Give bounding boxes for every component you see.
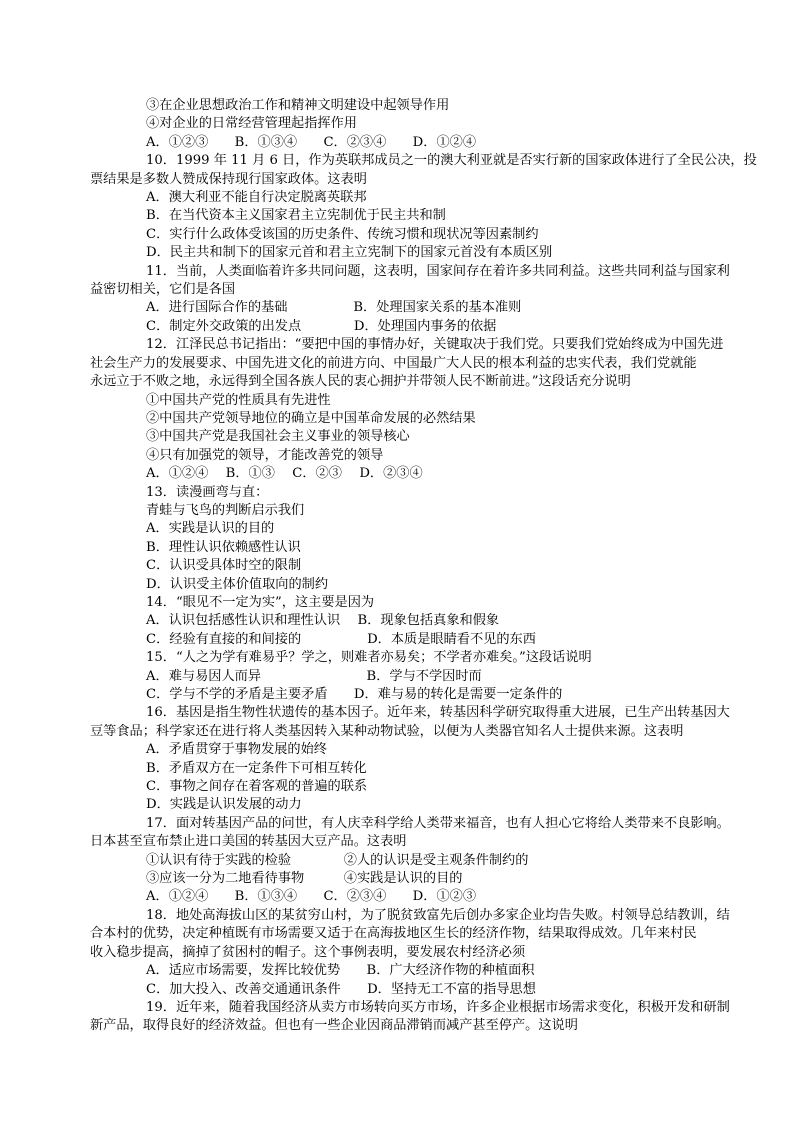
text-line: 永远立于不败之地，永远得到全国各族人民的衷心拥护并带领人民不断前进。”这段话充分说明	[90, 374, 631, 390]
text-line: 合本村的优势，决定种植既有市场需要又适于在高海拔地区生长的经济作物，结果取得成效。几年来村民	[90, 926, 697, 942]
text-line: A．①②④ B．①③ C．②③ D．②③④	[146, 466, 423, 482]
text-line: A．实践是认识的目的	[146, 521, 275, 537]
text-line: 15．“人之为学有难易乎？学之，则难者亦易矣；不学者亦难矣。”这段话说明	[146, 650, 592, 666]
text-line: A．①②③ B．①③④ C．②③④ D．①②④	[146, 134, 477, 150]
text-line: 豆等食品；科学家还在进行将人类基因转入某种动物试验，以便为人类器官知名人士提供来源。这表明	[90, 723, 684, 739]
text-line: A．①②④ B．①③④ C．②③④ D．①②③	[146, 889, 477, 905]
text-line: C．加大投入、改善交通通讯条件 D．坚持无工不富的指导思想	[146, 981, 536, 997]
text-line: ④对企业的日常经营管理起指挥作用	[146, 116, 357, 132]
text-line: 日本甚至宣布禁止进口美国的转基因大豆产品。这表明	[90, 834, 407, 850]
text-line: C．学与不学的矛盾是主要矛盾 D．难与易的转化是需要一定条件的	[146, 687, 563, 702]
text-line: A．认识包括感性认识和理性认识 B．现象包括真象和假象	[146, 613, 500, 629]
text-line: ③中国共产党是我国社会主义事业的领导核心	[146, 429, 410, 445]
text-line: A．澳大利亚不能自行决定脱离英联邦	[146, 190, 367, 206]
text-line: 票结果是多数人赞成保持现行国家政体。这表明	[90, 171, 367, 187]
text-line: ④只有加强党的领导，才能改善党的领导	[146, 447, 384, 463]
document-body	[90, 97, 783, 1036]
text-line: 13．读漫画弯与直：	[146, 484, 269, 500]
text-line: D．民主共和制下的国家元首和君主立宪制下的国家元首没有本质区别	[146, 245, 553, 261]
text-line: A．矛盾贯穿于事物发展的始终	[146, 742, 327, 758]
text-line: D．认识受主体价值取向的制约	[146, 576, 329, 592]
text-line: 12．江泽民总书记指出：“要把中国的事情办好，关键取决于我们党。只要我们党始终成为中国先进	[146, 337, 724, 353]
text-line: 11．当前，人类面临着许多共同问题，这表明，国家间存在着许多共同利益。这些共同利益与国家利	[146, 263, 730, 279]
text-line: ③在企业思想政治工作和精神文明建设中起领导作用	[146, 98, 450, 113]
text-line: A．进行国际合作的基础 B．处理国家关系的基本准则	[146, 300, 522, 316]
text-line: 14．“眼见不一定为实”，这主要是因为	[146, 594, 375, 610]
text-line: 益密切相关，它们是各国	[90, 282, 236, 298]
text-line: 社会生产力的发展要求、中国先进文化的前进方向、中国最广大人民的根本利益的忠实代表，我们党就能	[90, 355, 697, 371]
text-line: B．理性认识依赖感性认识	[146, 539, 301, 555]
text-line: C．认识受具体时空的限制	[146, 558, 302, 574]
text-line: ③应该一分为二地看待事物 ④实践是认识的目的	[146, 871, 463, 887]
text-line: A．适应市场需要，发挥比较优势 B．广大经济作物的种植面积	[146, 963, 535, 979]
text-line: 10．1999 年 11 月 6 日，作为英联邦成员之一的澳大利亚就是否实行新的国家政体进行了全民公决，投	[146, 153, 757, 169]
text-line: 新产品，取得良好的经济效益。但也有一些企业因商品滞销而减产甚至停产。这说明	[90, 1018, 578, 1034]
text-line: C．实行什么政体受该国的历史条件、传统习惯和现状况等因素制约	[146, 226, 539, 242]
text-line: A．难与易因人而异 B．学与不学因时而	[146, 668, 482, 684]
text-line: 青蛙与飞鸟的判断启示我们	[146, 502, 305, 518]
text-line: 收入稳步提高，摘掉了贫困村的帽子。这个事例表明，要发展农村经济必须	[90, 944, 526, 960]
text-line: 16．基因是指生物性状遗传的基本因子。近年来，转基因科学研究取得重大进展，已生产出转基因大	[146, 705, 730, 721]
text-line: C．制定外交政策的出发点 D．处理国内事务的依据	[146, 318, 497, 334]
text-line: C．事物之间存在着客观的普遍的联系	[146, 779, 368, 795]
text-line: B．矛盾双方在一定条件下可相互转化	[146, 760, 367, 776]
text-line: 19．近年来，随着我国经济从卖方市场转向买方市场，许多企业根据市场需求变化，积极开发和研制	[146, 999, 730, 1015]
text-line: 18．地处高海拔山区的某贫穷山村，为了脱贫致富先后创办多家企业均告失败。村领导总结教训，结	[146, 907, 730, 923]
text-line: D．实践是认识发展的动力	[146, 797, 302, 813]
text-line: C．经验有直接的和间接的 D．本质是眼睛看不见的东西	[146, 631, 536, 647]
text-line: 17．面对转基因产品的问世，有人庆幸科学给人类带来福音，也有人担心它将给人类带来不良影响。	[146, 815, 730, 831]
text-line: B．在当代资本主义国家君主立宪制优于民主共和制	[146, 208, 446, 224]
text-line: ①认识有待于实践的检验 ②人的认识是受主观条件制约的	[146, 852, 529, 868]
text-line: ②中国共产党领导地位的确立是中国革命发展的必然结果	[146, 410, 476, 426]
text-line: ①中国共产党的性质具有先进性	[146, 392, 331, 408]
